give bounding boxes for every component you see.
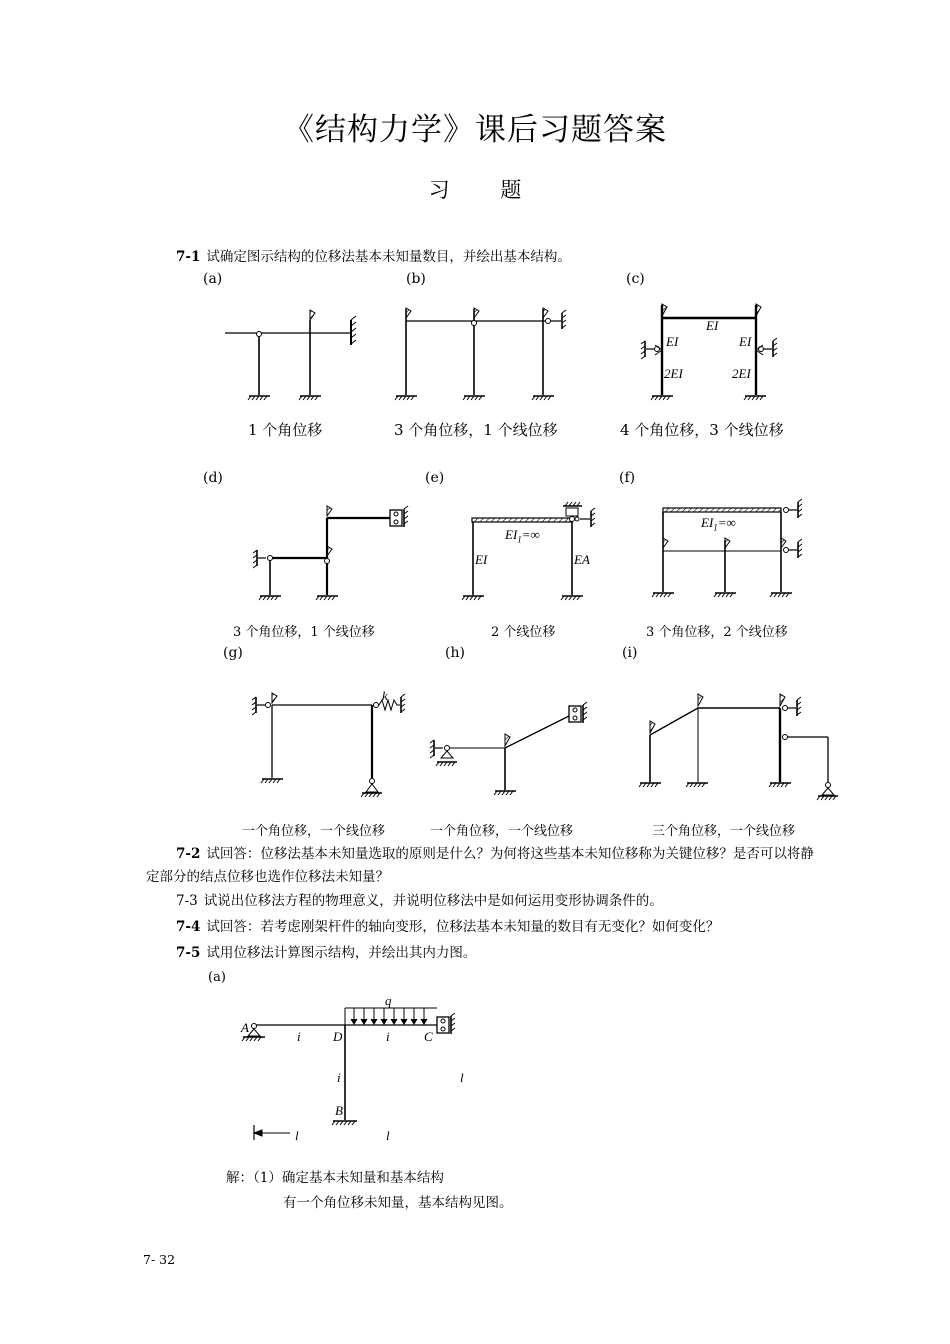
question-7-5: 7-5 试用位移法计算图示结构，并绘出其内力图。 [176,945,477,961]
fig75-l-bot1: l [295,1128,299,1143]
page-number: 7- 32 [143,1252,176,1267]
fig-label-d: (d) [203,470,223,486]
question-7-2-cont: 定部分的结点位移也选作位移法未知量？ [146,869,389,885]
fig-7-5-label: (a) [208,970,226,985]
page-title: 《结构力学》课后习题答案 [283,112,667,148]
fig-label-e: (e) [425,470,445,486]
figure-7-5-diagram [242,1008,455,1140]
fig-caption-a: 1 个角位移 [248,421,323,439]
fig-c-2ei-right: 2EI [732,366,751,381]
fig75-i-col: i [337,1070,341,1085]
fig-c-ei-right: EI [739,334,752,349]
subtitle-char-1: 习 [428,178,450,202]
fig-label-b: (b) [406,271,426,287]
fig75-l-bot2: l [386,1128,390,1143]
fig-caption-e: 2 个线位移 [491,625,556,640]
question-text: 试确定图示结构的位移法基本未知量数目，并绘出基本结构。 [206,249,571,265]
fig-caption-c: 4 个角位移，3 个线位移 [620,421,784,439]
question-number: 7-1 [176,249,201,265]
fig-c-ei-top: EI [706,318,719,333]
figure-a-diagram [225,310,356,400]
fig75-i-left: i [297,1029,301,1044]
fig75-q: q [385,993,392,1008]
fig75-node-a: A [241,1020,249,1035]
fig-caption-g: 一个角位移，一个线位移 [242,824,386,839]
fig75-node-d: D [333,1029,343,1044]
figure-g-diagram [252,693,405,797]
fig-e-ei: EI [475,552,488,567]
figure-b-diagram [395,308,566,400]
fig-g-spring-k: k [382,688,388,703]
figure-c-diagram [641,304,777,400]
fig-caption-b: 3 个角位移，1 个线位移 [394,421,558,439]
fig-caption-h: 一个角位移，一个线位移 [430,824,574,839]
fig75-node-b: B [335,1103,343,1118]
fig-c-ei-left: EI [666,334,679,349]
solution-line-1: 解：（1）确定基本未知量和基本结构 [226,1170,444,1186]
figure-f-diagram [652,499,802,597]
fig75-l-right: l [460,1070,464,1085]
figure-d-diagram [253,506,408,600]
fig75-i-mid: i [386,1029,390,1044]
fig-caption-f: 3 个角位移，2 个线位移 [646,625,788,640]
fig-e-ei1: $EI_1=\infty$ [505,527,540,545]
figure-h-diagram [430,702,587,795]
fig75-node-c: C [424,1029,433,1044]
subtitle-char-2: 题 [500,178,522,202]
question-7-2: 7-2 试回答：位移法基本未知量选取的原则是什么？为何将这些基本未知位移称为关键位移？是否可以将静 [176,846,814,862]
question-7-3: 7-3 试说出位移法方程的物理意义，并说明位移法中是如何运用变形协调条件的。 [176,893,663,909]
figure-i-diagram [639,694,838,800]
solution-line-2: 有一个角位移未知量，基本结构见图。 [283,1195,513,1211]
fig-caption-i: 三个角位移，一个线位移 [652,824,796,839]
fig-caption-d: 3 个角位移，1 个线位移 [233,625,375,640]
fig-label-g: (g) [223,645,243,661]
fig-label-c: (c) [626,271,645,287]
fig-label-f: (f) [619,470,636,486]
fig-c-2ei-left: 2EI [664,366,683,381]
fig-label-i: (i) [622,645,638,661]
fig-label-a: (a) [203,271,223,287]
fig-e-ea: EA [574,552,590,567]
question-7-4: 7-4 试回答：若考虑刚架杆件的轴向变形，位移法基本未知量的数目有无变化？如何变化？ [176,919,720,935]
fig-label-h: (h) [445,645,465,661]
fig-f-ei1: $EI_1=\infty$ [701,515,736,533]
figure-e-diagram [462,502,595,600]
